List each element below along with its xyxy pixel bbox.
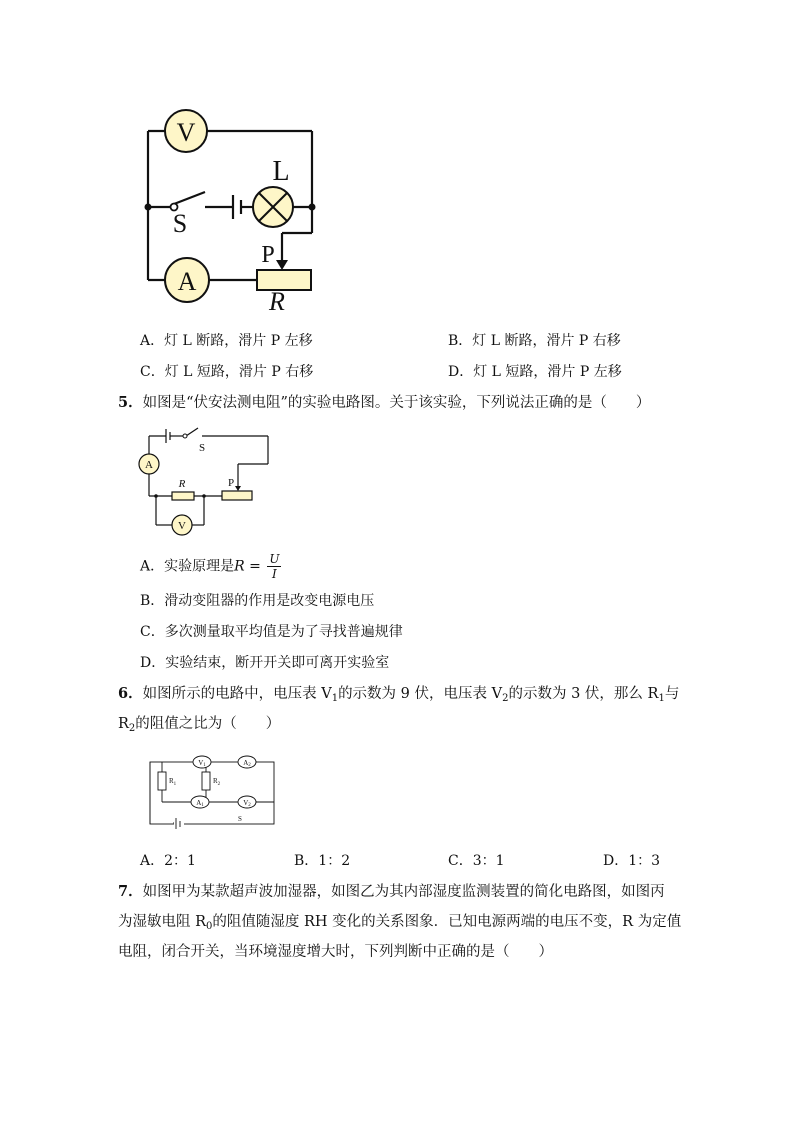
q6-stem-part4: 与 [664,686,680,702]
q7-line2-part2: 的阻值随湿度 RH 变化的关系图象．已知电源两端的电压不变，R 为定值 [212,914,682,930]
formula-eq: = [244,558,266,575]
q6-circuit-diagram [146,752,278,830]
q5-option-d[interactable]: D．实验结束，断开开关即可离开实验室 [140,655,390,671]
q4-option-a[interactable]: A．灯 L 断路，滑片 P 左移 [140,333,313,349]
q6-option-d[interactable]: D．1：3 [603,853,661,869]
q6-switch-label: S [238,815,242,823]
q6-option-b[interactable]: B．1：2 [294,853,351,869]
formula-fraction [267,552,281,581]
q6-number: 6． [118,685,143,702]
q7-stem-line1 [118,882,665,902]
q5-switch-label: S [199,442,206,454]
q6-v1-label: V1 [198,759,206,768]
formula-numerator: U [269,552,280,566]
q6-line2-r: R [118,716,129,732]
q5-option-b[interactable]: B．滑动变阻器的作用是改变电源电压 [140,593,375,609]
q4-circuit-diagram [135,100,335,320]
q6-option-a[interactable]: A．2：1 [140,853,196,869]
q4-option-c[interactable]: C．灯 L 短路，滑片 P 右移 [140,364,314,380]
q4-option-d[interactable]: D．灯 L 短路，滑片 P 左移 [448,364,622,380]
q6-stem-part2: 的示数为 9 伏，电压表 V [338,686,503,702]
slider-label: P [261,242,275,268]
q4-option-b[interactable]: B．灯 L 断路，滑片 P 右移 [448,333,621,349]
q5-option-a-text: A．实验原理是 [140,558,235,575]
q6-stem-line1 [118,684,679,704]
formula-denominator: I [272,567,277,581]
q6-a2-label: A2 [243,759,251,768]
q7-line2-sub: 0 [206,921,213,932]
q5-option-c[interactable]: C．多次测量取平均值是为了寻找普遍规律 [140,624,403,640]
voltmeter-label: V [176,118,196,147]
q5-resistor-label: R [178,478,186,490]
ammeter-label: A [177,267,197,296]
q7-line2-part1: 为湿敏电阻 R [118,914,207,930]
q5-circuit-diagram [136,424,276,540]
q7-stem-line2 [118,912,681,932]
formula-lhs: R [234,558,245,575]
q6-stem-line2 [118,714,280,734]
q6-v2-label: V2 [243,799,251,808]
q5-stem [118,393,650,413]
q6-line2-sub: 2 [128,723,136,734]
q6-stem-part3: 的示数为 3 伏，那么 R [508,686,659,702]
q6-sub3: 1 [658,693,665,704]
q5-voltmeter-label: V [178,520,186,532]
q6-sub1: 1 [331,693,339,704]
q6-sub2: 2 [502,693,509,704]
q6-r2-label: $R_2$ [213,777,221,787]
q5-slider-label: P [227,477,235,489]
voltmeter-symbol [165,110,207,152]
lamp-symbol [253,187,293,227]
q5-stem-text: 如图是“伏安法测电阻”的实验电路图。关于该实验，下列说法正确的是（ ） [142,395,651,411]
q7-stem-line3: 电阻，闭合开关，当环境湿度增大时，下列判断中正确的是（ ） [118,944,553,960]
q6-line2-rest: 的阻值之比为（ ） [135,716,281,732]
q7-line1: 如图甲为某款超声波加湿器，如图乙为其内部湿度监测装置的简化电路图，如图丙 [142,884,665,900]
q7-number: 7． [118,883,143,900]
q5-ammeter-label: A [145,459,153,471]
q6-stem-part1: 如图所示的电路中，电压表 V [142,686,332,702]
q5-number: 5． [118,394,143,411]
lamp-label: L [272,156,290,187]
resistor-label: R [269,287,285,316]
q6-r1-label: $R_1$ [169,777,177,787]
switch-label: S [172,209,188,238]
ammeter-symbol [165,258,209,302]
q6-option-c[interactable]: C．3：1 [448,853,505,869]
q6-a1-label: A1 [196,799,204,808]
q5-option-a[interactable] [140,552,281,581]
